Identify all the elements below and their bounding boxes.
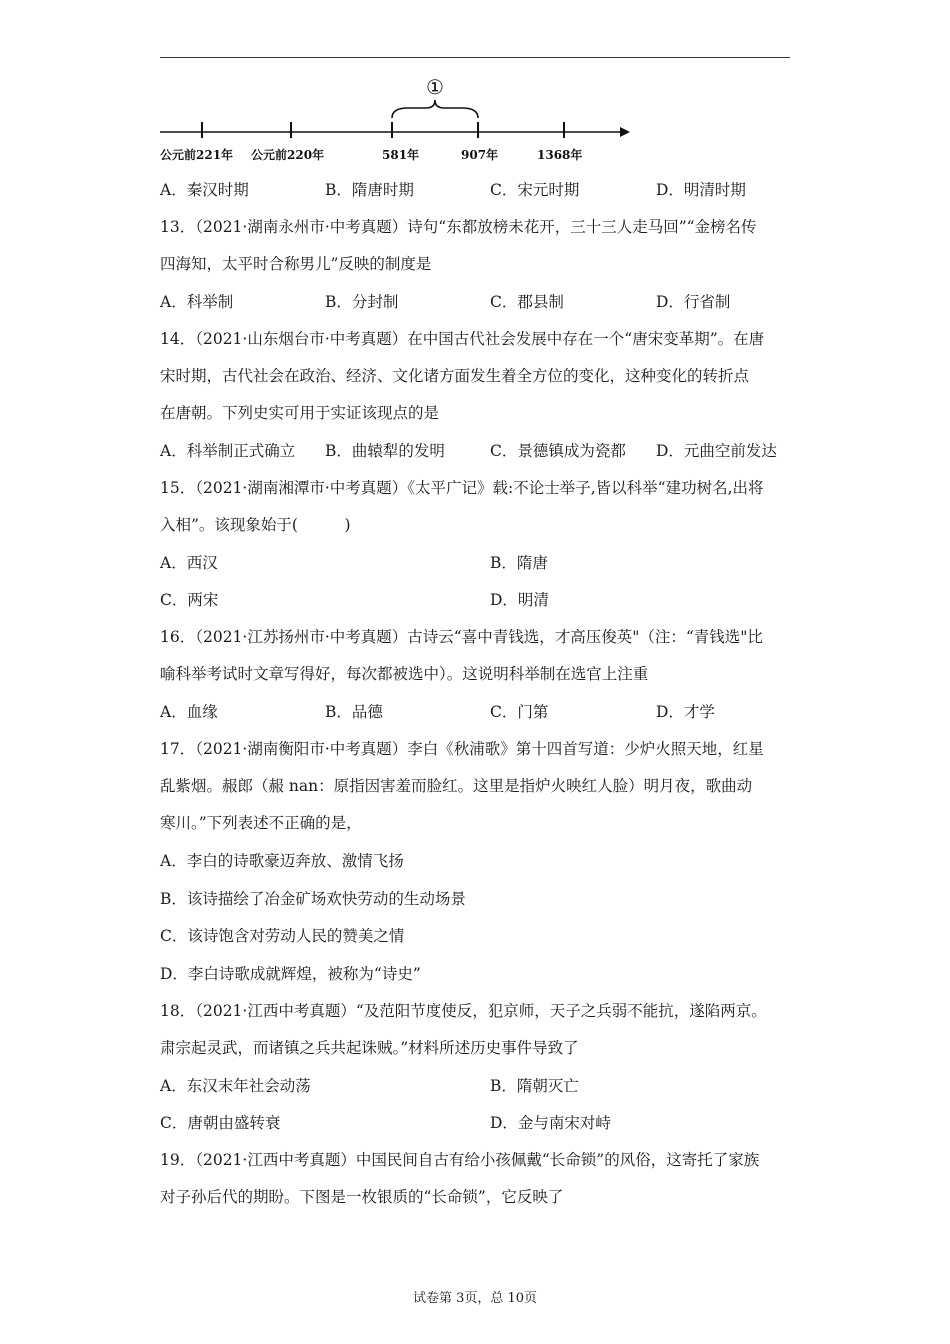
timeline-label: 公元前221年 <box>160 148 234 162</box>
timeline-arrow <box>620 127 630 137</box>
option-a: A．西汉 <box>160 554 218 572</box>
option-c: C．两宋 <box>160 591 219 609</box>
question-14-line-3: 在唐朝。下列史实可用于实证该现点的是 <box>160 404 440 422</box>
option-d: D．行省制 <box>656 293 731 311</box>
question-18-line-1: 18．（2021·江西中考真题）“及范阳节度使反，犯京师，天子之兵弱不能抗，遂陷两京。 <box>160 1002 767 1020</box>
option-c: C．郡县制 <box>490 293 564 311</box>
option-b: B．隋朝灭亡 <box>490 1077 579 1095</box>
option-b: B．曲辕犁的发明 <box>325 442 445 460</box>
option-a: A．秦汉时期 <box>160 181 249 199</box>
timeline-marker: ① <box>426 75 444 99</box>
question-18-line-2: 肃宗起灵武，而诸镇之兵共起诛贼。”材料所述历史事件导致了 <box>160 1039 579 1057</box>
top-rule <box>160 57 790 58</box>
question-15-line-2: 入相”。该现象始于( ) <box>160 516 351 534</box>
option-b: B．该诗描绘了冶金矿场欢快劳动的生动场景 <box>160 890 466 908</box>
option-c: C．门第 <box>490 703 549 721</box>
question-17-line-3: 寒川。”下列表述不正确的是， <box>160 814 362 832</box>
question-19-line-1: 19．（2021·江西中考真题）中国民间自古有给小孩佩戴“长命锁”的风俗，这寄托了家族 <box>160 1151 760 1169</box>
option-a: A．血缘 <box>160 703 218 721</box>
option-d: D．金与南宋对峙 <box>490 1114 611 1132</box>
timeline-label: 581年 <box>382 148 420 162</box>
option-b: B．隋唐 <box>490 554 548 572</box>
timeline-label: 1368年 <box>537 148 583 162</box>
question-17-line-1: 17．（2021·湖南衡阳市·中考真题）李白《秋浦歌》第十四首写道：少炉火照天地，红星 <box>160 740 764 758</box>
question-14-line-2: 宋时期，古代社会在政治、经济、文化诸方面发生着全方位的变化，这种变化的转折点 <box>160 367 750 385</box>
option-d: D．明清 <box>490 591 549 609</box>
question-13-line-2: 四海知，太平时合称男儿”反映的制度是 <box>160 255 432 273</box>
question-13-line-1: 13．（2021·湖南永州市·中考真题）诗句“东都放榜未花开，三十三人走马回”“金榜名传 <box>160 218 757 236</box>
option-b: B．分封制 <box>325 293 399 311</box>
option-d: D．元曲空前发达 <box>656 442 777 460</box>
option-c: C．宋元时期 <box>490 181 580 199</box>
option-d: D．李白诗歌成就辉煌，被称为“诗史” <box>160 965 421 983</box>
question-19-line-2: 对子孙后代的期盼。下图是一枚银质的“长命锁”，它反映了 <box>160 1188 564 1206</box>
timeline-label: 公元前220年 <box>251 148 325 162</box>
option-c: C．景德镇成为瓷都 <box>490 442 626 460</box>
option-a: A．科举制 <box>160 293 234 311</box>
question-17-line-2: 乱紫烟。赧郎（赧 nan：原指因害羞而脸红。这里是指炉火映红人脸）明月夜，歌曲动 <box>160 777 753 795</box>
question-16-line-2: 喻科举考试时文章写得好，每次都被选中）。这说明科举制在选官上注重 <box>160 665 649 683</box>
timeline-label: 907年 <box>461 148 499 162</box>
timeline-figure <box>150 72 650 172</box>
option-c: C．唐朝由盛转衰 <box>160 1114 281 1132</box>
option-a: A．科举制正式确立 <box>160 442 296 460</box>
option-b: B．隋唐时期 <box>325 181 414 199</box>
question-16-line-1: 16．（2021·江苏扬州市·中考真题）古诗云“喜中青钱选，才高压俊英"（注：“青钱选"比 <box>160 628 763 646</box>
page-footer: 试卷第 3页，总 10页 <box>412 1291 538 1306</box>
option-d: D．才学 <box>656 703 715 721</box>
option-a: A．李白的诗歌豪迈奔放、激情飞扬 <box>160 852 404 870</box>
option-a: A．东汉末年社会动荡 <box>160 1077 311 1095</box>
timeline-brace <box>392 100 478 118</box>
option-b: B．品德 <box>325 703 383 721</box>
question-14-line-1: 14．（2021·山东烟台市·中考真题）在中国古代社会发展中存在一个“唐宋变革期”。在唐 <box>160 330 765 348</box>
question-15-line-1: 15．（2021·湖南湘潭市·中考真题）《太平广记》载:不论士举子,皆以科举“建功树名,出将 <box>160 479 764 497</box>
option-d: D．明清时期 <box>656 181 746 199</box>
option-c: C．该诗饱含对劳动人民的赞美之情 <box>160 927 405 945</box>
